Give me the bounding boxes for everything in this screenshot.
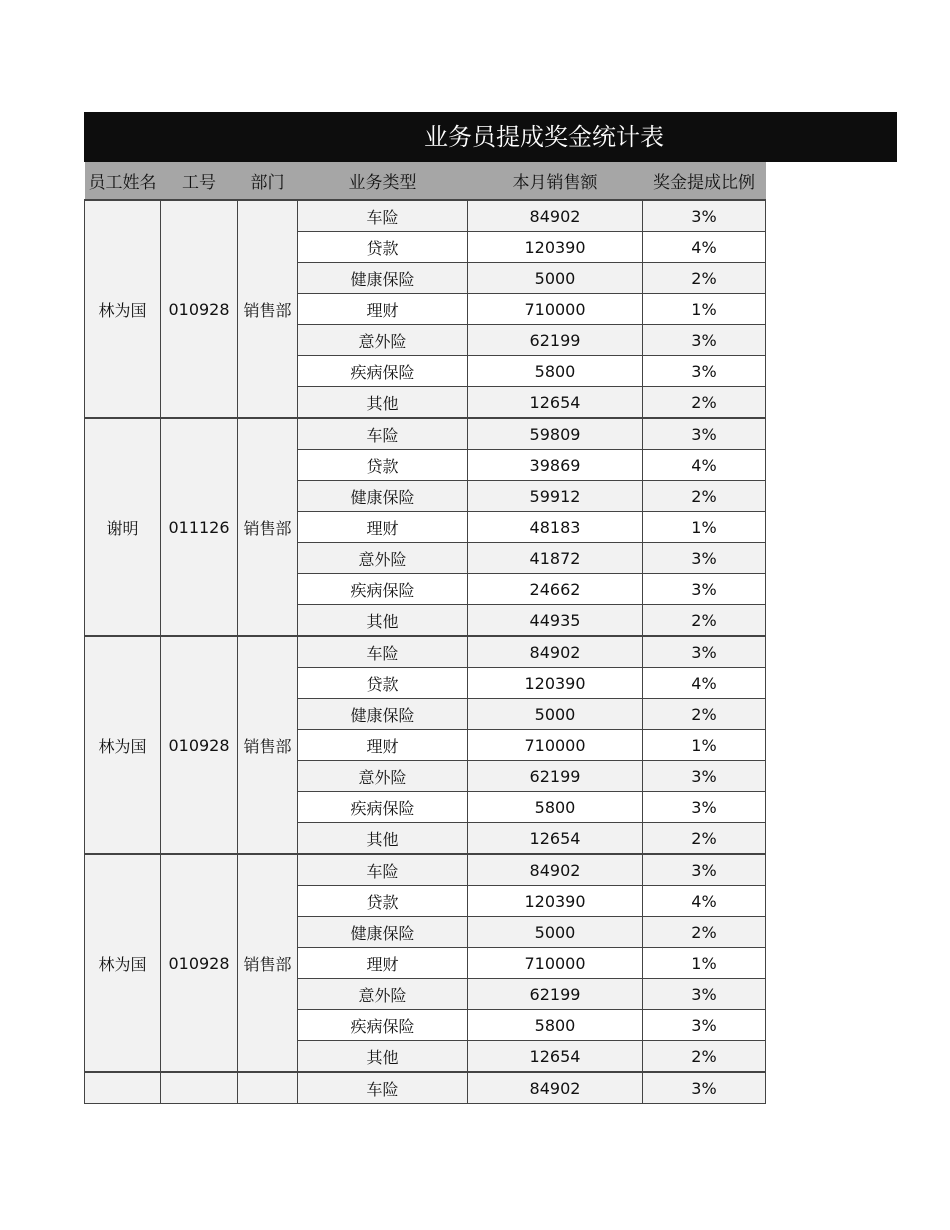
header-row (85, 162, 766, 200)
business-type-cell[interactable]: 理财 (298, 294, 468, 325)
commission-rate-cell[interactable]: 4% (643, 668, 766, 699)
business-type-cell[interactable]: 车险 (298, 636, 468, 668)
commission-rate-cell[interactable]: 4% (643, 886, 766, 917)
business-type-cell[interactable]: 车险 (298, 854, 468, 886)
department-cell[interactable]: 销售部 (238, 200, 298, 418)
col-header-rate[interactable]: 奖金提成比例 (643, 162, 766, 200)
sales-amount-cell[interactable]: 5800 (468, 1010, 643, 1041)
business-type-cell[interactable]: 意外险 (298, 761, 468, 792)
business-type-cell[interactable]: 贷款 (298, 450, 468, 481)
commission-rate-cell[interactable]: 1% (643, 294, 766, 325)
business-type-cell[interactable]: 疾病保险 (298, 574, 468, 605)
commission-rate-cell[interactable]: 3% (643, 854, 766, 886)
commission-rate-cell[interactable]: 2% (643, 917, 766, 948)
business-type-cell[interactable]: 其他 (298, 823, 468, 855)
sales-amount-cell[interactable]: 710000 (468, 730, 643, 761)
col-header-dept[interactable]: 部门 (238, 162, 298, 200)
department-cell[interactable]: 销售部 (238, 854, 298, 1072)
commission-rate-cell[interactable]: 3% (643, 1010, 766, 1041)
commission-rate-cell[interactable]: 3% (643, 543, 766, 574)
commission-rate-cell[interactable]: 2% (643, 481, 766, 512)
table-row (85, 200, 766, 232)
table-row (85, 636, 766, 668)
sales-amount-cell[interactable]: 5000 (468, 263, 643, 294)
business-type-cell[interactable]: 贷款 (298, 668, 468, 699)
sales-amount-cell[interactable]: 44935 (468, 605, 643, 637)
sales-amount-cell[interactable]: 12654 (468, 1041, 643, 1073)
commission-rate-cell[interactable]: 1% (643, 730, 766, 761)
business-type-cell[interactable]: 车险 (298, 200, 468, 232)
commission-rate-cell[interactable]: 3% (643, 200, 766, 232)
sales-amount-cell[interactable]: 62199 (468, 325, 643, 356)
sales-amount-cell[interactable]: 48183 (468, 512, 643, 543)
sales-amount-cell[interactable]: 710000 (468, 948, 643, 979)
col-header-name[interactable]: 员工姓名 (85, 162, 161, 200)
table-body (85, 200, 766, 1104)
business-type-cell[interactable]: 理财 (298, 512, 468, 543)
business-type-cell[interactable]: 贷款 (298, 886, 468, 917)
employee-id-cell[interactable]: 010928 (161, 200, 238, 418)
commission-rate-cell[interactable]: 3% (643, 979, 766, 1010)
employee-name-cell[interactable]: 林为国 (85, 200, 161, 418)
commission-rate-cell[interactable]: 3% (643, 356, 766, 387)
employee-name-cell[interactable]: 林为国 (85, 854, 161, 1072)
commission-rate-cell[interactable]: 3% (643, 574, 766, 605)
business-type-cell[interactable]: 意外险 (298, 979, 468, 1010)
sales-amount-cell[interactable]: 84902 (468, 200, 643, 232)
business-type-cell[interactable]: 健康保险 (298, 263, 468, 294)
employee-name-cell[interactable] (85, 1072, 161, 1104)
commission-rate-cell[interactable]: 2% (643, 699, 766, 730)
business-type-cell[interactable]: 意外险 (298, 543, 468, 574)
sales-amount-cell[interactable]: 5000 (468, 699, 643, 730)
commission-rate-cell[interactable]: 3% (643, 418, 766, 450)
sales-amount-cell[interactable]: 84902 (468, 636, 643, 668)
department-cell[interactable] (238, 1072, 298, 1104)
commission-rate-cell[interactable]: 3% (643, 636, 766, 668)
col-header-amount[interactable]: 本月销售额 (468, 162, 643, 200)
business-type-cell[interactable]: 理财 (298, 730, 468, 761)
sales-amount-cell[interactable]: 62199 (468, 761, 643, 792)
sales-amount-cell[interactable]: 12654 (468, 823, 643, 855)
sales-amount-cell[interactable]: 62199 (468, 979, 643, 1010)
commission-rate-cell[interactable]: 3% (643, 792, 766, 823)
sales-amount-cell[interactable]: 84902 (468, 1072, 643, 1104)
sales-amount-cell[interactable]: 5800 (468, 356, 643, 387)
sales-amount-cell[interactable]: 5800 (468, 792, 643, 823)
business-type-cell[interactable]: 意外险 (298, 325, 468, 356)
business-type-cell[interactable]: 疾病保险 (298, 792, 468, 823)
employee-name-cell[interactable]: 林为国 (85, 636, 161, 854)
sales-amount-cell[interactable]: 24662 (468, 574, 643, 605)
sales-amount-cell[interactable]: 59809 (468, 418, 643, 450)
department-cell[interactable]: 销售部 (238, 636, 298, 854)
sales-amount-cell[interactable]: 84902 (468, 854, 643, 886)
sales-amount-cell[interactable]: 120390 (468, 886, 643, 917)
business-type-cell[interactable]: 健康保险 (298, 917, 468, 948)
commission-rate-cell[interactable]: 2% (643, 387, 766, 419)
commission-rate-cell[interactable]: 2% (643, 263, 766, 294)
col-header-id[interactable]: 工号 (161, 162, 238, 200)
table-row (85, 418, 766, 450)
employee-id-cell[interactable]: 011126 (161, 418, 238, 636)
sheet-title: 业务员提成奖金统计表 (424, 123, 664, 151)
commission-rate-cell[interactable]: 2% (643, 823, 766, 855)
table-row (85, 854, 766, 886)
sales-amount-cell[interactable]: 120390 (468, 668, 643, 699)
employee-id-cell[interactable]: 010928 (161, 636, 238, 854)
sales-amount-cell[interactable]: 39869 (468, 450, 643, 481)
business-type-cell[interactable]: 理财 (298, 948, 468, 979)
employee-id-cell[interactable] (161, 1072, 238, 1104)
business-type-cell[interactable]: 其他 (298, 605, 468, 637)
commission-rate-cell[interactable]: 3% (643, 761, 766, 792)
employee-id-cell[interactable]: 010928 (161, 854, 238, 1072)
table-row (85, 1072, 766, 1104)
col-header-type[interactable]: 业务类型 (298, 162, 468, 200)
title-bar (84, 112, 897, 162)
commission-rate-cell[interactable]: 1% (643, 948, 766, 979)
sales-amount-cell[interactable]: 5000 (468, 917, 643, 948)
commission-rate-cell[interactable]: 2% (643, 1041, 766, 1073)
commission-rate-cell[interactable]: 3% (643, 1072, 766, 1104)
business-type-cell[interactable]: 疾病保险 (298, 356, 468, 387)
business-type-cell[interactable]: 健康保险 (298, 481, 468, 512)
department-cell[interactable]: 销售部 (238, 418, 298, 636)
business-type-cell[interactable]: 其他 (298, 387, 468, 419)
business-type-cell[interactable]: 车险 (298, 418, 468, 450)
business-type-cell[interactable]: 其他 (298, 1041, 468, 1073)
commission-table (84, 162, 766, 1104)
sales-amount-cell[interactable]: 710000 (468, 294, 643, 325)
business-type-cell[interactable]: 健康保险 (298, 699, 468, 730)
sales-amount-cell[interactable]: 41872 (468, 543, 643, 574)
employee-name-cell[interactable]: 谢明 (85, 418, 161, 636)
sales-amount-cell[interactable]: 12654 (468, 387, 643, 419)
business-type-cell[interactable]: 车险 (298, 1072, 468, 1104)
business-type-cell[interactable]: 贷款 (298, 232, 468, 263)
business-type-cell[interactable]: 疾病保险 (298, 1010, 468, 1041)
commission-rate-cell[interactable]: 1% (643, 512, 766, 543)
commission-rate-cell[interactable]: 4% (643, 450, 766, 481)
sales-amount-cell[interactable]: 120390 (468, 232, 643, 263)
commission-rate-cell[interactable]: 4% (643, 232, 766, 263)
sales-amount-cell[interactable]: 59912 (468, 481, 643, 512)
commission-rate-cell[interactable]: 2% (643, 605, 766, 637)
commission-rate-cell[interactable]: 3% (643, 325, 766, 356)
